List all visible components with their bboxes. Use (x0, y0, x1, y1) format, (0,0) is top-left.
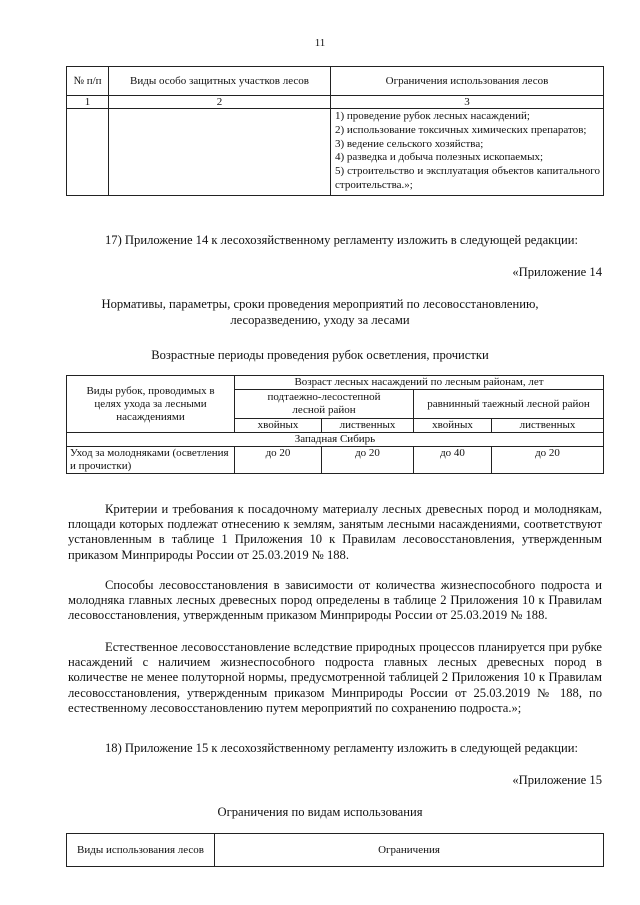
appendix-15-label: «Приложение 15 (512, 773, 602, 787)
header-usage-types: Виды использования лесов (67, 834, 215, 867)
age-periods-table (66, 375, 604, 474)
subheader-deciduous: лиственных (322, 419, 414, 433)
list-item: 2) использование токсичных химических препаратов; (335, 123, 587, 136)
header-felling-types: Виды рубок, проводимых в целях ухода за лесными насаждениями (67, 376, 235, 433)
paragraph-18: 18) Приложение 15 к лесохозяйственному регламенту изложить в следующей редакции: (105, 741, 578, 755)
empty-cell (67, 109, 109, 196)
table-cell: до 20 (235, 447, 322, 474)
list-item: 1) проведение рубок лесных насаждений; (335, 110, 530, 122)
paragraph-methods: Способы лесовосстановления в зависимости от количества жизнеспособного подроста и молодняка главных лесных древесных пород определены в таблице 2 Приложения 10 к Правилам лесовосстановления, утвержденным приказом Минприроды России от 25.03.2019 № 188. (68, 578, 602, 623)
table-cell: до 20 (322, 447, 414, 474)
empty-cell (109, 109, 331, 196)
paragraph-17: 17) Приложение 14 к лесохозяйственному регламенту изложить в следующей редакции: (105, 233, 578, 247)
header-age: Возраст лесных насаждений по лесным районам, лет (235, 376, 604, 390)
header-restrictions: Ограничения (215, 834, 604, 867)
protected-areas-table (66, 66, 604, 196)
norms-title: Нормативы, параметры, сроки проведения мероприятий по лесовосстановлению, лесоразведению, уходу за лесами (101, 297, 539, 327)
usage-restrictions-table (66, 833, 604, 867)
header-number: № п/п (67, 67, 109, 96)
list-item: 5) строительство и эксплуатация объектов капитального строительства.»; (335, 165, 600, 191)
table2-title: Возрастные периоды проведения рубок осветления, прочистки (151, 348, 489, 362)
paragraph-criteria: Критерии и требования к посадочному материалу лесных древесных пород и молоднякам, площади которых подлежат отнесению к землям, занятым лесными насаждениями, соответствуют установленным в таблице 1 Приложения 10 к Правилам лесовосстановления, утвержденным приказом Минприроды России от 25.03.2019 № 188. (68, 502, 602, 562)
col-number-3: 3 (331, 96, 604, 109)
restrictions-title: Ограничения по видам использования (217, 805, 423, 819)
subheader-deciduous: лиственных (492, 419, 604, 433)
row-label: Уход за молодняками (осветления и прочистки) (67, 447, 235, 474)
table-cell: до 20 (492, 447, 604, 474)
list-item: 3) ведение сельского хозяйства; (335, 137, 484, 150)
restrictions-list (331, 109, 604, 196)
col-number-1: 1 (67, 96, 109, 109)
subheader-coniferous: хвойных (235, 419, 322, 433)
appendix-14-label: «Приложение 14 (512, 265, 602, 279)
header-region-2: равнинный таежный лесной район (414, 390, 604, 419)
zone-row: Западная Сибирь (67, 433, 604, 447)
col-number-2: 2 (109, 96, 331, 109)
page-number: 11 (314, 37, 326, 49)
header-region-1: подтаежно-лесостепной лесной район (235, 390, 414, 419)
list-item: 4) разведка и добыча полезных ископаемых; (335, 151, 544, 164)
header-area-types: Виды особо защитных участков лесов (109, 67, 331, 96)
paragraph-natural: Естественное лесовосстановление вследствие природных процессов планируется при рубке насаждений с наличием жизнеспособного подроста главных лесных древесных пород в количестве не менее полуторной нормы, предусмотренной таблицей 2 Приложения 10 к Правилам лесовосстановления, утвержденным приказом Минприроды России от 25.03.2019 № 188, по естественному лесовосстановлению путем мероприятий по сохранению подроста.»; (68, 640, 602, 715)
subheader-coniferous: хвойных (414, 419, 492, 433)
header-restrictions: Ограничения использования лесов (331, 67, 604, 96)
table-cell: до 40 (414, 447, 492, 474)
